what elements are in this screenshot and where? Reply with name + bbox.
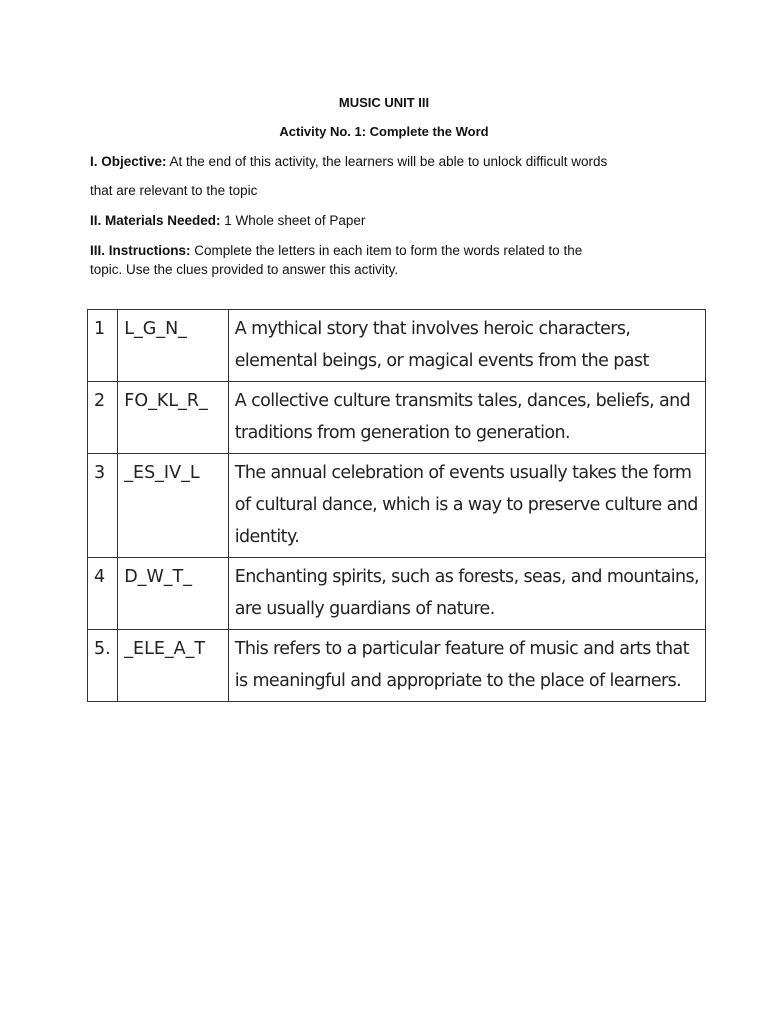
item-number: 3 [88,454,118,558]
instructions-text-1: Complete the letters in each item to form the words related to the [190,243,583,258]
clue-text-line: Enchanting spirits, such as forests, seas, and mountains, [234,567,699,587]
clue-text-line: traditions from generation to generation. [234,423,570,443]
word-table [87,309,706,702]
instructions-block [90,241,690,279]
clue-text-line: A mythical story that involves heroic characters, [234,319,631,339]
item-number: 2 [88,382,118,454]
item-number: 1 [88,310,118,382]
incomplete-word: L_G_N_ [118,310,228,382]
activity-title: Activity No. 1: Complete the Word [279,124,489,139]
materials-label: II. Materials Needed: [90,213,221,228]
objective-line-1 [90,152,690,172]
item-number: 4 [88,558,118,630]
objective-label: I. Objective: [90,154,167,169]
item-number: 5. [88,630,118,702]
table-row [88,630,706,702]
incomplete-word: _ELE_A_T [118,630,228,702]
incomplete-word: _ES_IV_L [118,454,228,558]
incomplete-word: FO_KL_R_ [118,382,228,454]
clue-cell [228,630,705,702]
clue-text-line: The annual celebration of events usually takes the form [234,463,692,483]
clue-text-line: identity. [234,527,300,547]
clue-text-line: elemental beings, or magical events from the past [234,351,649,371]
clue-text-line: This refers to a particular feature of music and arts that [234,639,689,659]
table-row [88,310,706,382]
clue-cell [228,382,705,454]
instructions-text-2: topic. Use the clues provided to answer this activity. [90,262,399,277]
clue-cell [228,310,705,382]
materials-text: 1 Whole sheet of Paper [220,213,366,228]
clue-text-line: are usually guardians of nature. [234,599,495,619]
clue-cell [228,454,705,558]
table-row [88,382,706,454]
clue-text-line: is meaningful and appropriate to the place of learners. [234,671,682,691]
clue-text-line: of cultural dance, which is a way to preserve culture and [234,495,698,515]
clue-text-line: A collective culture transmits tales, dances, beliefs, and [234,391,691,411]
objective-line-2: that are relevant to the topic [90,183,258,198]
incomplete-word: D_W_T_ [118,558,228,630]
clue-cell [228,558,705,630]
instructions-label: III. Instructions: [90,243,191,258]
table-row [88,558,706,630]
materials-line [90,211,690,231]
table-row [88,454,706,558]
objective-text-1: At the end of this activity, the learners will be able to unlock difficult words [166,154,608,169]
page-title: MUSIC UNIT III [338,95,430,110]
